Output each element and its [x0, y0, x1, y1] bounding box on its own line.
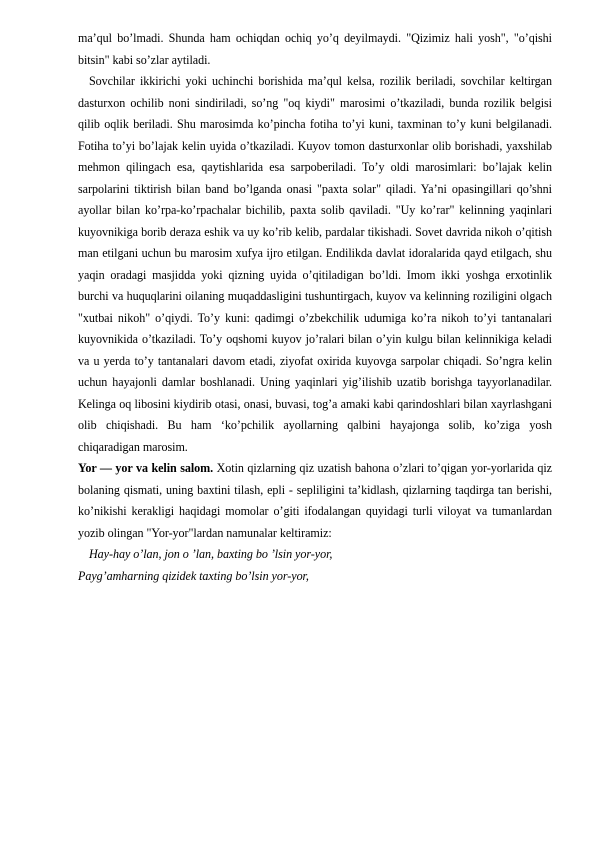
paragraph-yor-yor — [78, 458, 552, 544]
document-page — [78, 28, 552, 587]
paragraph-matchmaking: Sovchilar ikkirichi yoki uchinchi borishida ma’qul kelsa, rozilik beriladi, sovchilar keltirgan dasturxon ochilib noni sindiriladi, so’ng "oq kiydi" marosimi o’tkaziladi, bunda rozilik belgisi qilib oqlik beriladi. Shu marosimda ko’pincha fotiha to’yi kuni, taxminan to’y kuni belgilanadi. Fotiha to’yi bo’lajak kelin uyida o’tkaziladi. Kuyov tomon dasturxonlar olib borishadi, yaxshilab mehmon qilingach esa, qaytishlarida esa sarpoberiladi. To’y oldi marosimlari: bo’lajak kelin sarpolarini tiktirish bilan band bo’lganda onasi "paxta solar" qiladi. Ya’ni opasingillari qo’shni ayollar bilan ko’rpa-ko’rpachalar bichilib, paxta solib qaviladi. "Uy ko’rar" kelinning yaqinlari kuyovnikiga borib deraza eshik va uy ko’rib kelib, pardalar tikishadi. Sovet davrida nikoh o’qitish man etilgani uchun bu marosim xufya ijro etilgan. Endilikda davlat idoralarida qayd etilgach, shu yaqin oradagi masjidda yoki qizning uyida o’qitiladigan bo’ldi. Imom ikki yoshga erxotinlik burchi va huquqlarini oilaning muqaddasligini tushuntirgach, kuyov va kelinning roziligini olgach "xutbai nikoh" o’qiydi. To’y kuni: qadimgi o’zbekchilik udumiga ko’ra nikoh to’yi tantanalari kuyovnikida o’tkaziladi. To’y oqshomi kuyov jo’ralari bilan o’yin kulgu bilan kelinnikiga keladi va u yerda to’y tantanalari davom etadi, ziyofat oxirida kuyovga sarpolar chiqadi. So’ngra kelin uchun hayajonli damlar boshlanadi. Uning yaqinlari yig’ilishib uzatib borishga tayyorlanadilar. Kelinga oq libosini kiydirib otasi, onasi, buvasi, tog’a amaki kabi qarindoshlari bilan xayrlashgani olib chiqishadi. Bu ham ‘ko’pchilik ayollarning qalbini hayajonga solib, ko’ziga yosh chiqaradigan marosim. — [78, 74, 552, 454]
verse-line-1: Hay-hay o’lan, jon o ’lan, baxting bo ’lsin yor-yor, — [89, 547, 333, 561]
paragraph-continuation: ma’qul bo’lmadi. Shunda ham ochiqdan ochiq yo’q deyilmaydi. "Qizimiz hali yosh", "o’qishi bitsin" kabi so’zlar aytiladi. — [78, 31, 552, 67]
verse-line-2: Payg’amharning qizidek taxting bo’lsin yor-yor, — [78, 568, 309, 583]
section-heading: Yor — yor va kelin salom. — [78, 461, 214, 475]
section-text: Xotin qizlarning qiz uzatish bahona o’zlari to’qigan yor-yorlarida qiz bolaning qismati, uning baxtini tilash, epli - sepliligini ta’kidlash, qizlarning taqdirga tan berishi, ko’nikishi kerakligi haqidagi momolar o’giti ifodalangan quyidagi turli viloyat va tumanlardan yozib olingan "Yor-yor"lardan namunalar keltiramiz: — [78, 461, 552, 540]
